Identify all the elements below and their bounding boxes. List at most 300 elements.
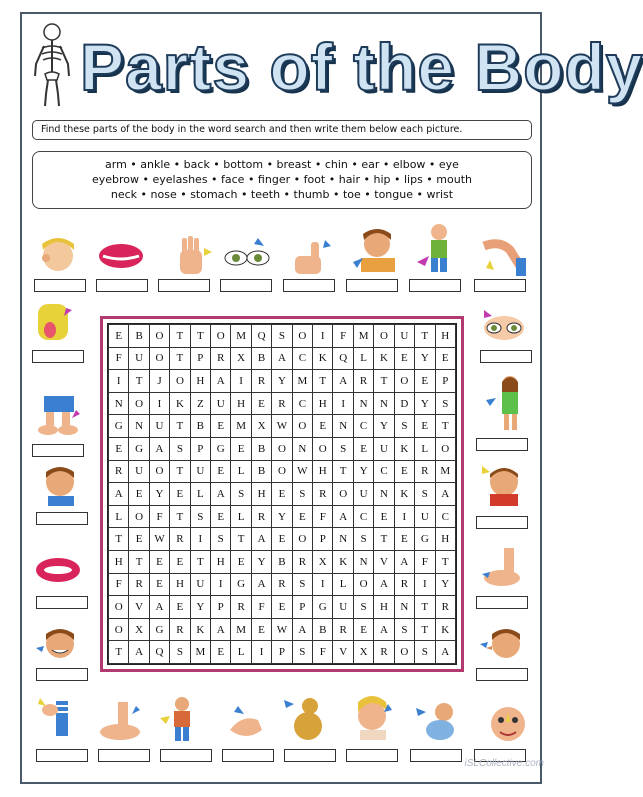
- grid-cell[interactable]: Y: [272, 370, 292, 393]
- answer-box[interactable]: [34, 279, 86, 292]
- face-picture: [484, 702, 532, 746]
- grid-cell[interactable]: S: [333, 437, 353, 460]
- grid-cell[interactable]: C: [292, 392, 312, 415]
- grid-row: [109, 641, 456, 664]
- grid-cell[interactable]: A: [251, 528, 271, 551]
- grid-cell[interactable]: S: [170, 641, 190, 664]
- grid-cell[interactable]: N: [292, 437, 312, 460]
- grid-cell[interactable]: R: [251, 370, 271, 393]
- grid-cell[interactable]: U: [129, 347, 149, 370]
- grid-cell[interactable]: X: [353, 641, 373, 664]
- grid-cell[interactable]: S: [292, 483, 312, 506]
- grid-cell[interactable]: P: [272, 641, 292, 664]
- grid-cell[interactable]: T: [170, 325, 190, 348]
- grid-cell[interactable]: O: [129, 505, 149, 528]
- grid-cell[interactable]: T: [170, 505, 190, 528]
- grid-cell[interactable]: W: [292, 460, 312, 483]
- answer-box[interactable]: [476, 516, 528, 529]
- grid-row: [109, 550, 456, 573]
- grid-cell[interactable]: O: [170, 370, 190, 393]
- grid-cell[interactable]: I: [190, 528, 210, 551]
- grid-cell[interactable]: I: [313, 573, 333, 596]
- grid-cell[interactable]: K: [333, 550, 353, 573]
- grid-cell[interactable]: D: [394, 392, 414, 415]
- grid-cell[interactable]: N: [109, 392, 129, 415]
- grid-cell[interactable]: A: [374, 573, 394, 596]
- grid-cell[interactable]: T: [313, 370, 333, 393]
- grid-cell[interactable]: E: [109, 325, 129, 348]
- grid-cell[interactable]: U: [394, 325, 414, 348]
- grid-cell[interactable]: I: [149, 392, 169, 415]
- grid-cell[interactable]: U: [353, 483, 373, 506]
- grid-cell[interactable]: K: [313, 347, 333, 370]
- grid-cell[interactable]: B: [129, 325, 149, 348]
- grid-cell[interactable]: T: [435, 550, 456, 573]
- grid-cell[interactable]: E: [149, 573, 169, 596]
- grid-cell[interactable]: E: [272, 483, 292, 506]
- grid-cell[interactable]: T: [129, 550, 149, 573]
- grid-cell[interactable]: T: [109, 641, 129, 664]
- grid-cell[interactable]: B: [251, 437, 271, 460]
- grid-cell[interactable]: O: [292, 415, 312, 438]
- grid-cell[interactable]: E: [394, 528, 414, 551]
- grid-cell[interactable]: H: [435, 528, 456, 551]
- answer-box[interactable]: [476, 438, 528, 451]
- grid-cell[interactable]: L: [415, 437, 435, 460]
- grid-cell[interactable]: H: [374, 596, 394, 619]
- grid-cell[interactable]: R: [353, 370, 373, 393]
- grid-cell[interactable]: O: [374, 325, 394, 348]
- grid-cell[interactable]: A: [211, 483, 231, 506]
- grid-cell[interactable]: X: [251, 415, 271, 438]
- grid-cell[interactable]: R: [170, 528, 190, 551]
- answer-box[interactable]: [98, 749, 150, 762]
- toe-picture: [480, 546, 528, 590]
- grid-cell[interactable]: M: [435, 460, 456, 483]
- grid-cell[interactable]: T: [190, 325, 210, 348]
- grid-cell[interactable]: T: [333, 460, 353, 483]
- grid-cell[interactable]: E: [353, 618, 373, 641]
- grid-cell[interactable]: O: [353, 573, 373, 596]
- grid-cell[interactable]: R: [333, 618, 353, 641]
- grid-cell[interactable]: U: [415, 505, 435, 528]
- grid-cell[interactable]: L: [231, 641, 251, 664]
- grid-cell[interactable]: E: [109, 437, 129, 460]
- grid-cell[interactable]: C: [374, 460, 394, 483]
- grid-cell[interactable]: F: [251, 596, 271, 619]
- grid-cell[interactable]: A: [435, 641, 456, 664]
- grid-row: [109, 596, 456, 619]
- grid-cell[interactable]: M: [231, 618, 251, 641]
- grid-cell[interactable]: T: [109, 528, 129, 551]
- grid-cell[interactable]: K: [170, 392, 190, 415]
- grid-cell[interactable]: R: [272, 573, 292, 596]
- grid-cell[interactable]: S: [190, 505, 210, 528]
- grid-cell[interactable]: C: [435, 505, 456, 528]
- grid-cell[interactable]: W: [272, 415, 292, 438]
- grid-cell[interactable]: S: [394, 618, 414, 641]
- grid-cell[interactable]: A: [435, 483, 456, 506]
- grid-row: [109, 618, 456, 641]
- grid-cell[interactable]: X: [231, 347, 251, 370]
- grid-cell[interactable]: O: [109, 618, 129, 641]
- grid-cell[interactable]: H: [313, 460, 333, 483]
- grid-cell[interactable]: S: [353, 596, 373, 619]
- grid-cell[interactable]: G: [129, 437, 149, 460]
- answer-box[interactable]: [410, 749, 462, 762]
- grid-cell[interactable]: I: [313, 325, 333, 348]
- grid-cell[interactable]: U: [149, 415, 169, 438]
- answer-box[interactable]: [474, 279, 526, 292]
- word-search-grid: [108, 324, 456, 664]
- hip-picture: [415, 222, 463, 266]
- grid-cell[interactable]: A: [292, 618, 312, 641]
- grid-cell[interactable]: Y: [251, 550, 271, 573]
- grid-cell[interactable]: F: [149, 505, 169, 528]
- grid-cell[interactable]: I: [211, 573, 231, 596]
- grid-cell[interactable]: N: [353, 550, 373, 573]
- grid-cell[interactable]: N: [374, 392, 394, 415]
- grid-cell[interactable]: M: [231, 325, 251, 348]
- grid-cell[interactable]: A: [333, 370, 353, 393]
- grid-cell[interactable]: W: [149, 528, 169, 551]
- grid-cell[interactable]: O: [394, 641, 414, 664]
- grid-cell[interactable]: C: [292, 347, 312, 370]
- grid-cell[interactable]: T: [170, 347, 190, 370]
- word-list-line: neck • nose • stomach • teeth • thumb • toe • tongue • wrist: [110, 188, 454, 201]
- grid-cell[interactable]: O: [211, 325, 231, 348]
- grid-cell[interactable]: R: [129, 573, 149, 596]
- grid-cell[interactable]: U: [374, 437, 394, 460]
- grid-cell[interactable]: R: [109, 460, 129, 483]
- baby-picture: [414, 700, 462, 744]
- grid-cell[interactable]: B: [251, 347, 271, 370]
- answer-box[interactable]: [96, 279, 148, 292]
- grid-cell[interactable]: Q: [251, 325, 271, 348]
- answer-box[interactable]: [346, 749, 398, 762]
- grid-cell[interactable]: C: [353, 505, 373, 528]
- grid-cell[interactable]: A: [333, 505, 353, 528]
- grid-cell[interactable]: C: [353, 415, 373, 438]
- grid-cell[interactable]: E: [292, 505, 312, 528]
- grid-cell[interactable]: G: [211, 437, 231, 460]
- grid-cell[interactable]: N: [374, 483, 394, 506]
- grid-cell[interactable]: A: [374, 618, 394, 641]
- grid-cell[interactable]: E: [415, 370, 435, 393]
- grid-cell[interactable]: R: [415, 460, 435, 483]
- grid-cell[interactable]: T: [170, 415, 190, 438]
- grid-cell[interactable]: A: [109, 483, 129, 506]
- grid-cell[interactable]: I: [109, 370, 129, 393]
- grid-cell[interactable]: G: [313, 596, 333, 619]
- teeth-picture: [36, 624, 84, 668]
- grid-cell[interactable]: O: [292, 528, 312, 551]
- grid-cell[interactable]: T: [415, 325, 435, 348]
- grid-cell[interactable]: R: [374, 641, 394, 664]
- grid-cell[interactable]: P: [190, 437, 210, 460]
- grid-cell[interactable]: Y: [435, 573, 456, 596]
- grid-cell[interactable]: I: [231, 370, 251, 393]
- grid-cell[interactable]: E: [149, 550, 169, 573]
- grid-cell[interactable]: R: [435, 596, 456, 619]
- grid-cell[interactable]: I: [415, 573, 435, 596]
- grid-cell[interactable]: H: [251, 483, 271, 506]
- grid-cell[interactable]: K: [435, 618, 456, 641]
- hand-picture: [222, 702, 270, 746]
- grid-cell[interactable]: F: [313, 641, 333, 664]
- grid-cell[interactable]: L: [109, 505, 129, 528]
- grid-cell[interactable]: E: [313, 415, 333, 438]
- grid-cell[interactable]: H: [435, 325, 456, 348]
- answer-box[interactable]: [476, 668, 528, 681]
- grid-cell[interactable]: F: [109, 573, 129, 596]
- grid-cell[interactable]: N: [394, 596, 414, 619]
- grid-cell[interactable]: A: [129, 641, 149, 664]
- grid-cell[interactable]: R: [292, 550, 312, 573]
- answer-box[interactable]: [32, 350, 84, 363]
- grid-cell[interactable]: S: [292, 641, 312, 664]
- grid-cell[interactable]: Z: [190, 392, 210, 415]
- grid-cell[interactable]: E: [211, 641, 231, 664]
- grid-cell[interactable]: E: [272, 596, 292, 619]
- grid-cell[interactable]: G: [415, 528, 435, 551]
- grid-cell[interactable]: M: [231, 415, 251, 438]
- grid-cell[interactable]: E: [129, 528, 149, 551]
- grid-row: [109, 483, 456, 506]
- grid-cell[interactable]: N: [353, 392, 373, 415]
- grid-cell[interactable]: E: [251, 392, 271, 415]
- grid-cell[interactable]: U: [211, 392, 231, 415]
- grid-cell[interactable]: H: [170, 573, 190, 596]
- answer-box[interactable]: [36, 596, 88, 609]
- grid-cell[interactable]: E: [374, 505, 394, 528]
- grid-cell[interactable]: N: [129, 415, 149, 438]
- grid-cell[interactable]: Q: [333, 347, 353, 370]
- finger-picture: [168, 234, 216, 278]
- grid-cell[interactable]: R: [251, 505, 271, 528]
- grid-cell[interactable]: G: [109, 415, 129, 438]
- grid-cell[interactable]: P: [190, 347, 210, 370]
- grid-cell[interactable]: T: [129, 370, 149, 393]
- grid-cell[interactable]: O: [394, 370, 414, 393]
- grid-cell[interactable]: Y: [149, 483, 169, 506]
- answer-box[interactable]: [32, 444, 84, 457]
- answer-box[interactable]: [480, 350, 532, 363]
- grid-cell[interactable]: E: [415, 415, 435, 438]
- grid-cell[interactable]: F: [313, 505, 333, 528]
- grid-cell[interactable]: E: [394, 460, 414, 483]
- grid-cell[interactable]: O: [313, 437, 333, 460]
- grid-cell[interactable]: S: [394, 415, 414, 438]
- answer-box[interactable]: [36, 512, 88, 525]
- grid-cell[interactable]: L: [231, 460, 251, 483]
- grid-cell[interactable]: S: [170, 437, 190, 460]
- nose-picture: [478, 624, 526, 668]
- grid-cell[interactable]: Y: [415, 347, 435, 370]
- grid-cell[interactable]: R: [211, 347, 231, 370]
- grid-cell[interactable]: V: [374, 550, 394, 573]
- grid-cell[interactable]: I: [394, 505, 414, 528]
- grid-cell[interactable]: V: [129, 596, 149, 619]
- grid-cell[interactable]: O: [149, 325, 169, 348]
- grid-cell[interactable]: H: [231, 392, 251, 415]
- answer-box[interactable]: [284, 749, 336, 762]
- grid-cell[interactable]: P: [292, 596, 312, 619]
- grid-cell[interactable]: K: [190, 618, 210, 641]
- grid-cell[interactable]: S: [415, 483, 435, 506]
- grid-cell[interactable]: P: [211, 596, 231, 619]
- grid-cell[interactable]: O: [272, 460, 292, 483]
- grid-cell[interactable]: V: [333, 641, 353, 664]
- grid-cell[interactable]: O: [292, 325, 312, 348]
- grid-cell[interactable]: T: [415, 618, 435, 641]
- grid-cell[interactable]: Q: [149, 641, 169, 664]
- grid-cell[interactable]: U: [190, 573, 210, 596]
- grid-cell[interactable]: O: [149, 347, 169, 370]
- grid-cell[interactable]: S: [231, 483, 251, 506]
- grid-cell[interactable]: T: [374, 528, 394, 551]
- grid-cell[interactable]: E: [129, 483, 149, 506]
- grid-cell[interactable]: S: [211, 528, 231, 551]
- grid-cell[interactable]: S: [353, 528, 373, 551]
- grid-cell[interactable]: O: [149, 460, 169, 483]
- grid-cell[interactable]: H: [109, 550, 129, 573]
- grid-cell[interactable]: E: [272, 528, 292, 551]
- grid-cell[interactable]: E: [353, 437, 373, 460]
- grid-cell[interactable]: E: [170, 483, 190, 506]
- grid-cell[interactable]: P: [435, 370, 456, 393]
- grid-cell[interactable]: Y: [415, 392, 435, 415]
- grid-cell[interactable]: T: [170, 460, 190, 483]
- grid-cell[interactable]: A: [211, 370, 231, 393]
- grid-cell[interactable]: U: [333, 596, 353, 619]
- grid-cell[interactable]: E: [170, 550, 190, 573]
- grid-cell[interactable]: R: [231, 596, 251, 619]
- grid-cell[interactable]: I: [251, 641, 271, 664]
- answer-box[interactable]: [476, 596, 528, 609]
- grid-row: [109, 325, 456, 348]
- ear-picture: [34, 232, 82, 276]
- grid-cell[interactable]: T: [435, 415, 456, 438]
- grid-cell[interactable]: F: [415, 550, 435, 573]
- answer-box[interactable]: [220, 279, 272, 292]
- grid-cell[interactable]: Y: [272, 505, 292, 528]
- answer-box[interactable]: [222, 749, 274, 762]
- grid-cell[interactable]: F: [109, 347, 129, 370]
- grid-cell[interactable]: K: [374, 347, 394, 370]
- grid-cell[interactable]: B: [251, 460, 271, 483]
- grid-cell[interactable]: E: [211, 460, 231, 483]
- grid-cell[interactable]: A: [251, 573, 271, 596]
- grid-cell[interactable]: L: [353, 347, 373, 370]
- grid-cell[interactable]: R: [313, 483, 333, 506]
- grid-cell[interactable]: R: [170, 618, 190, 641]
- grid-cell[interactable]: R: [272, 392, 292, 415]
- foot-picture: [98, 700, 146, 744]
- grid-cell[interactable]: Y: [374, 415, 394, 438]
- grid-cell[interactable]: E: [394, 347, 414, 370]
- grid-cell[interactable]: U: [190, 460, 210, 483]
- answer-box[interactable]: [36, 668, 88, 681]
- grid-cell[interactable]: M: [353, 325, 373, 348]
- grid-cell[interactable]: W: [272, 618, 292, 641]
- grid-cell[interactable]: K: [394, 483, 414, 506]
- answer-box[interactable]: [160, 749, 212, 762]
- grid-cell[interactable]: B: [190, 415, 210, 438]
- grid-cell[interactable]: E: [170, 596, 190, 619]
- grid-cell[interactable]: S: [435, 392, 456, 415]
- grid-cell[interactable]: I: [333, 392, 353, 415]
- grid-cell[interactable]: X: [129, 618, 149, 641]
- grid-cell[interactable]: K: [394, 437, 414, 460]
- grid-cell[interactable]: Y: [353, 460, 373, 483]
- answer-box[interactable]: [36, 749, 88, 762]
- grid-cell[interactable]: O: [129, 392, 149, 415]
- grid-cell[interactable]: S: [415, 641, 435, 664]
- grid-cell[interactable]: T: [190, 550, 210, 573]
- grid-cell[interactable]: H: [211, 550, 231, 573]
- grid-cell[interactable]: R: [394, 573, 414, 596]
- grid-cell[interactable]: B: [272, 550, 292, 573]
- answer-box[interactable]: [346, 279, 398, 292]
- grid-cell[interactable]: H: [313, 392, 333, 415]
- grid-cell[interactable]: O: [435, 437, 456, 460]
- grid-cell[interactable]: E: [231, 550, 251, 573]
- grid-cell[interactable]: T: [231, 528, 251, 551]
- grid-cell[interactable]: E: [211, 505, 231, 528]
- grid-cell[interactable]: A: [272, 347, 292, 370]
- thumb-picture: [287, 236, 335, 280]
- grid-cell[interactable]: O: [272, 437, 292, 460]
- grid-cell[interactable]: A: [394, 550, 414, 573]
- grid-cell[interactable]: S: [292, 573, 312, 596]
- grid-cell[interactable]: A: [211, 618, 231, 641]
- grid-cell[interactable]: L: [190, 483, 210, 506]
- grid-cell[interactable]: G: [149, 618, 169, 641]
- grid-cell[interactable]: J: [149, 370, 169, 393]
- answer-box[interactable]: [283, 279, 335, 292]
- grid-cell[interactable]: E: [251, 618, 271, 641]
- grid-cell[interactable]: N: [333, 415, 353, 438]
- answer-box[interactable]: [409, 279, 461, 292]
- grid-row: [109, 437, 456, 460]
- grid-cell[interactable]: P: [313, 528, 333, 551]
- grid-cell[interactable]: N: [333, 528, 353, 551]
- grid-cell[interactable]: A: [149, 437, 169, 460]
- grid-cell[interactable]: M: [292, 370, 312, 393]
- grid-cell[interactable]: S: [272, 325, 292, 348]
- grid-cell[interactable]: O: [109, 596, 129, 619]
- grid-cell[interactable]: G: [231, 573, 251, 596]
- grid-cell[interactable]: T: [374, 370, 394, 393]
- grid-cell[interactable]: E: [435, 347, 456, 370]
- grid-cell[interactable]: L: [231, 505, 251, 528]
- grid-cell[interactable]: L: [333, 573, 353, 596]
- grid-cell[interactable]: B: [313, 618, 333, 641]
- grid-cell[interactable]: E: [231, 437, 251, 460]
- grid-cell[interactable]: T: [415, 596, 435, 619]
- grid-cell[interactable]: H: [190, 370, 210, 393]
- answer-box[interactable]: [158, 279, 210, 292]
- grid-cell[interactable]: Y: [190, 596, 210, 619]
- grid-cell[interactable]: X: [313, 550, 333, 573]
- grid-cell[interactable]: O: [333, 483, 353, 506]
- grid-cell[interactable]: A: [149, 596, 169, 619]
- grid-cell[interactable]: E: [211, 415, 231, 438]
- grid-cell[interactable]: F: [333, 325, 353, 348]
- grid-cell[interactable]: U: [129, 460, 149, 483]
- grid-cell[interactable]: M: [190, 641, 210, 664]
